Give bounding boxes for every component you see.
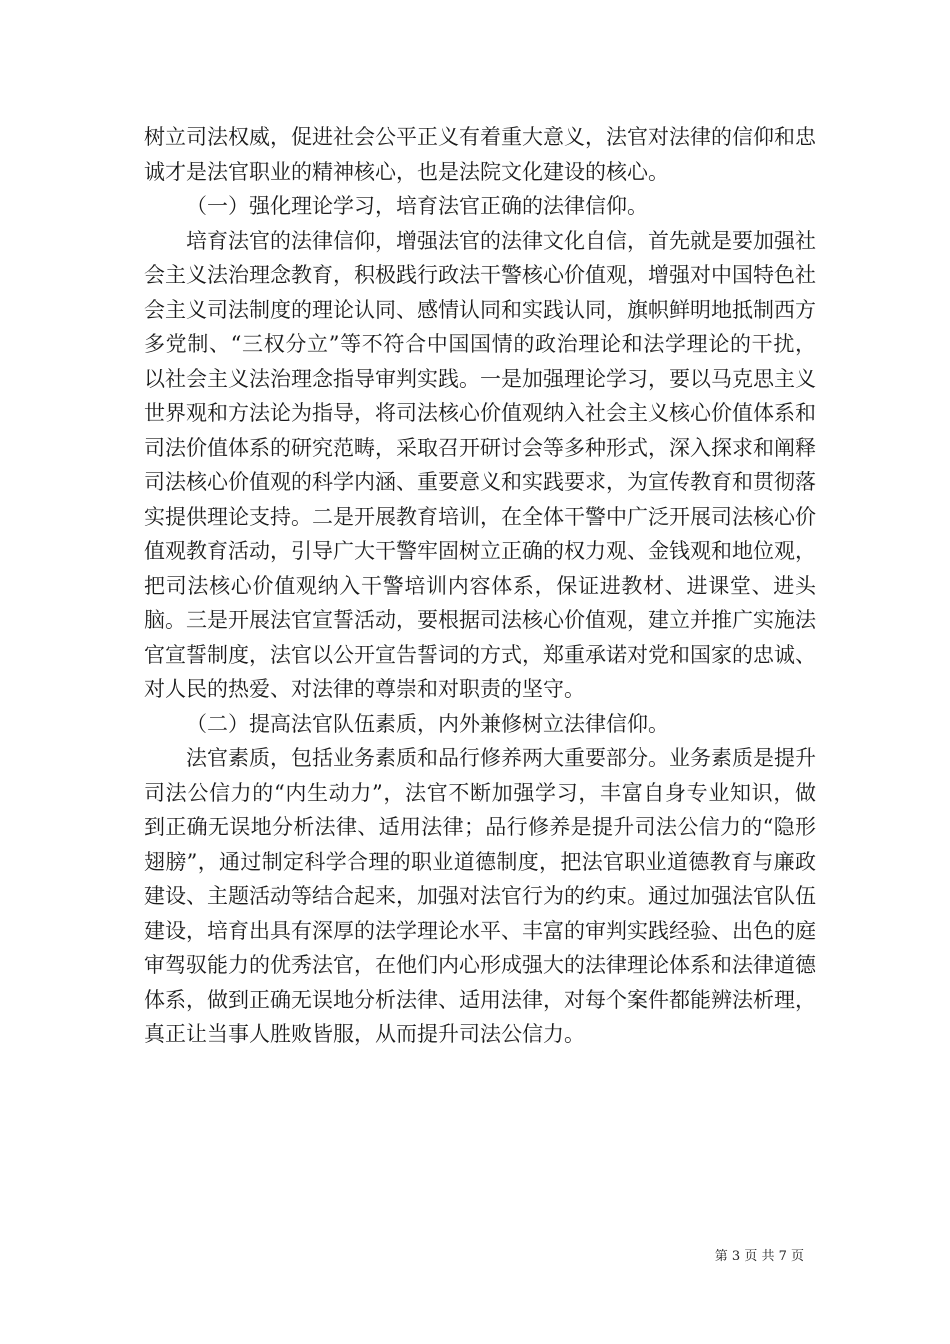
paragraph-theory-study: 培育法官的法律信仰，增强法官的法律文化自信，首先就是要加强社会主义法治理念教育，积极践行政法干警核心价值观，增强对中国特色社会主义司法制度的理论认同、感情认同和实践认同，旗帜鲜明地抵制西方多党制、“三权分立”等不符合中国国情的政治理论和法学理论的干扰，以社会主义法治理念指导审判实践。一是加强理论学习，要以马克思主义世界观和方法论为指导，将司法核心价值观纳入社会主义核心价值体系和司法价值体系的研究范畴，采取召开研讨会等多种形式，深入探求和阐释司法核心价值观的科学内涵、重要意义和实践要求，为宣传教育和贯彻落实提供理论支持。二是开展教育培训，在全体干警中广泛开展司法核心价值观教育活动，引导广大干警牢固树立正确的权力观、金钱观和地位观，把司法核心价值观纳入干警培训内容体系，保证进教材、进课堂、进头脑。三是开展法官宣誓活动，要根据司法核心价值观，建立并推广实施法官宣誓制度，法官以公开宣告誓词的方式，郑重承诺对党和国家的忠诚、对人民的热爱、对法律的尊崇和对职责的坚守。 xyxy=(144,228,816,701)
section-heading-1: （一）强化理论学习，培育法官正确的法律信仰。 xyxy=(186,194,648,218)
paragraph-continuation: 树立司法权威，促进社会公平正义有着重大意义，法官对法律的信仰和忠诚才是法官职业的精神核心，也是法院文化建设的核心。 xyxy=(144,125,816,184)
document-body xyxy=(144,120,816,1052)
section-heading-2: （二）提高法官队伍素质，内外兼修树立法律信仰。 xyxy=(186,711,669,736)
paragraph-judge-quality: 法官素质，包括业务素质和品行修养两大重要部分。业务素质是提升司法公信力的“内生动力”，法官不断加强学习，丰富自身专业知识，做到正确无误地分析法律、适用法律；品行修养是提升司法公信力的“隐形翅膀”，通过制定科学合理的职业道德制度，把法官职业道德教育与廉政建设、主题活动等结合起来，加强对法官行为的约束。通过加强法官队伍建设，培育出具有深厚的法学理论水平、丰富的审判实践经验、出色的庭审驾驭能力的优秀法官，在他们内心形成强大的法律理论体系和法律道德体系，做到正确无误地分析法律、适用法律，对每个案件都能辨法析理，真正让当事人胜败皆服，从而提升司法公信力。 xyxy=(144,746,816,1046)
page-number: 第 3 页 共 7 页 xyxy=(714,1249,804,1264)
